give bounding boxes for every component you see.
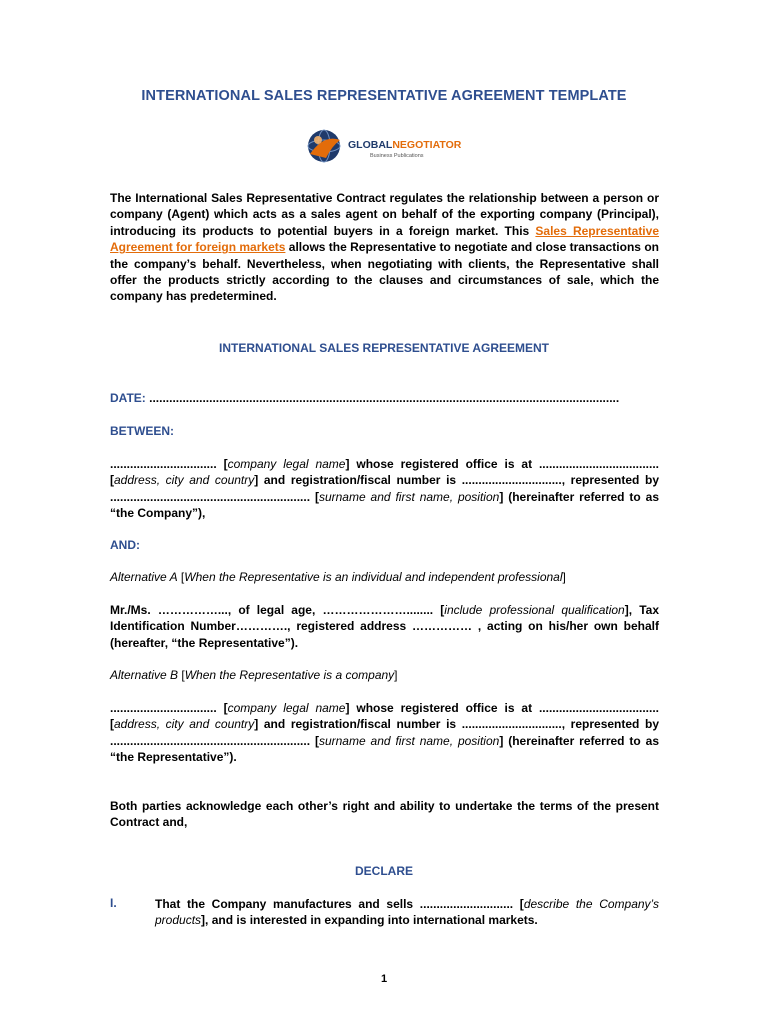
professional-qualification-placeholder: include professional qualification <box>444 603 625 617</box>
svg-text:GLOBALNEGOTIATOR: GLOBALNEGOTIATOR <box>348 139 462 151</box>
intro-text-part2: allows the Representative to negotiate and close transactions on the company’s behalf. Nevertheless, when negotiating with clients, the Representative shall offer the products strictly according to the clauses and circumstances of sale, which the company has predetermined. <box>110 240 659 304</box>
declare-heading: DECLARE <box>354 864 413 878</box>
page-number: 1 <box>380 973 388 985</box>
date-field[interactable]: ............................................................................................................................................. <box>145 391 620 405</box>
address-placeholder: address, city and country <box>114 473 255 488</box>
company-party-paragraph: ................................ [company legal name] whose registered office is at .................................... [address, city and country] and registration/fiscal number is .............................., represented by ............................................................ [surname and first name, position] (hereinafter referred to as “the Company”), <box>110 457 659 521</box>
document-title: INTERNATIONAL SALES REPRESENTATIVE AGREEMENT TEMPLATE <box>141 88 627 104</box>
intro-text-part1: The International Sales Representative Contract regulates the relationship between a person or company (Agent) which acts as a sales agent on behalf of the exporting company (Principal), introducing its products to potential buyers in a foreign market. This <box>110 191 659 238</box>
date-label: DATE: <box>110 391 146 405</box>
alternative-b: Alternative B [When the Representative is a company] <box>110 668 398 682</box>
and-label: AND: <box>110 538 140 552</box>
declare-item-numeral: I. <box>110 896 117 910</box>
sales-rep-agreement-link[interactable]: Sales Representative Agreement for foreign markets <box>110 223 659 255</box>
date-line <box>110 391 619 405</box>
agreement-heading: INTERNATIONAL SALES REPRESENTATIVE AGREEMENT <box>218 341 550 355</box>
company-representative-paragraph: ................................ [company legal name] whose registered office is at .................................... [address, city and country] and registration/fiscal number is .............................., represented by ............................................................ [surname and first name, position] (hereinafter referred to as “the Representative”). <box>110 701 659 765</box>
individual-representative-paragraph: Mr./Ms. ……………..., of legal age, …………………........ [include professional qualification], Tax Identification Number…………., registered address …………… , acting on his/her own behalf (hereafter, “the Representative”). <box>110 603 659 650</box>
representative-name-placeholder: surname and first name, position <box>318 489 500 504</box>
svg-text:Business Publications: Business Publications <box>370 153 424 159</box>
alternative-a: Alternative A [When the Representative is an individual and independent professional] <box>110 570 566 584</box>
intro-paragraph <box>110 190 659 305</box>
company-products-placeholder: describe the Company’s products <box>155 897 660 928</box>
global-negotiator-logo <box>304 124 464 168</box>
acknowledge-paragraph: Both parties acknowledge each other’s right and ability to undertake the terms of the present Contract and, <box>110 799 659 830</box>
between-label: BETWEEN: <box>110 424 174 438</box>
company-legal-name-placeholder: company legal name <box>227 457 346 471</box>
declare-item: That the Company manufactures and sells ............................ [describe the Company’s products], and is interested in expanding into international markets. <box>155 897 660 928</box>
